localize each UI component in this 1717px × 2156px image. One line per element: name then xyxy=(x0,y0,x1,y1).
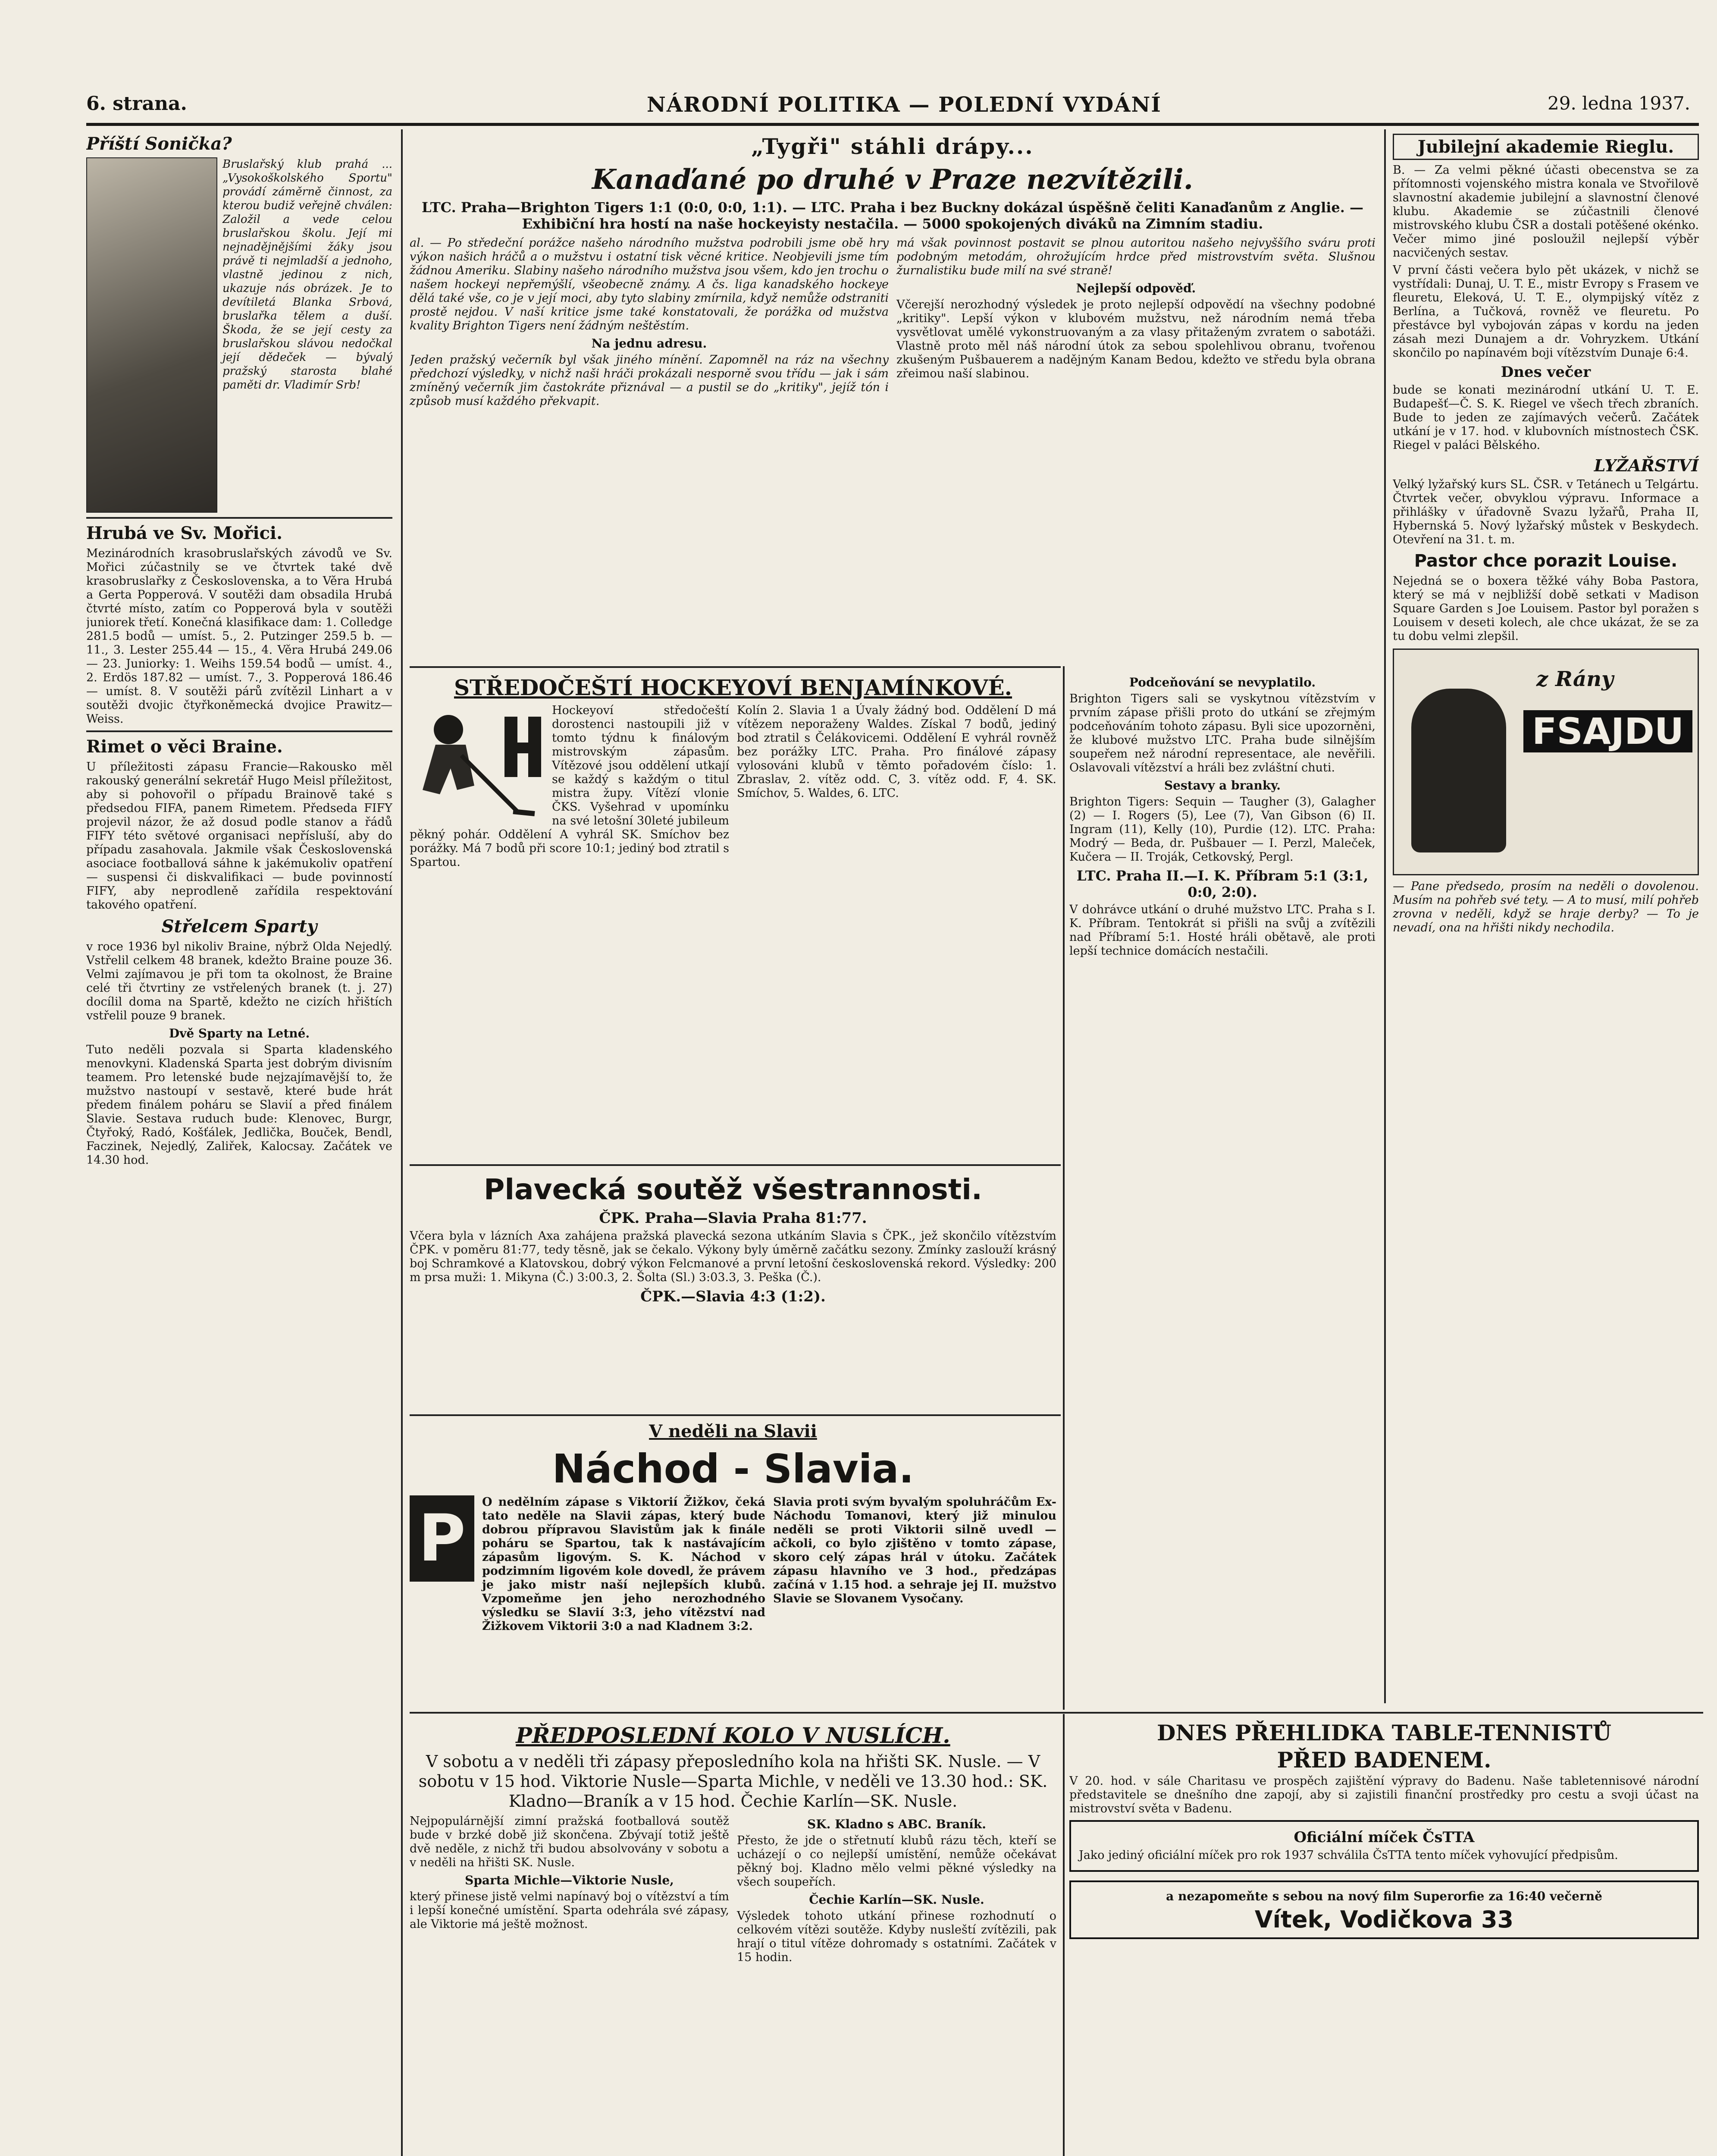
table-tennis-headline-2: PŘED BADENEM. xyxy=(1277,1747,1491,1773)
tigri-continuation xyxy=(1069,673,1375,1708)
dve-sparty-headline: Dvě Sparty na Letné. xyxy=(169,1026,310,1040)
cartoon-caption: — Pane předsedo, prosím na neděli o dovolenou. Musím na pohřeb své tety. — A to musí, milí pohřeb zrovna v neděli, když se hraje derby? — To je nevadí, ona na hřišti nikdy nechodila. xyxy=(1393,880,1699,934)
nachod-headline: Náchod - Slavia. xyxy=(552,1446,914,1492)
tigri-kicker: „Tygři" stáhli drápy... xyxy=(751,134,1034,159)
lyzarstvi-headline: LYŽAŘSTVÍ xyxy=(1594,456,1699,475)
cechie-text: Výsledek tohoto utkání přinese rozhodnutí o celkovém vítězi soutěže. Kdyby nusleští zvítězili, pak hrají o titul vítěze dohromady s ostatními. Začátek v 15 hodin. xyxy=(737,1909,1056,1964)
pribram-text: V dohrávce utkání o druhé mužstvo LTC. Praha s I. K. Příbram. Tentokrát si přišli na svůj a zvítězili nad Příbramí 5:1. Hosté hráli obětavě, ale proti lepší technice domácích nestačili. xyxy=(1069,903,1375,958)
divider xyxy=(410,666,1061,668)
page-header xyxy=(86,93,1699,126)
hruba-headline: Hrubá ve Sv. Mořici. xyxy=(86,523,283,543)
divider xyxy=(86,517,392,519)
plavecka-headline: Plavecká soutěž všestrannosti. xyxy=(484,1173,982,1206)
divider xyxy=(410,1164,1061,1166)
cartoon-figure xyxy=(1411,689,1506,852)
cinema-ad xyxy=(1069,1880,1699,1939)
nachod-article xyxy=(410,1419,1056,1720)
table-tennis-text: V 20. hod. v sále Charitasu ve prospěch zajištění výpravy do Badenu. Naše tabletennisové národní představitele se dnešního dne zapojí, aby si zajistili finanční prostředky pro cestu a svoji účast na mistrovství světa v Badenu. xyxy=(1069,1774,1699,1815)
cinema-ad-title: Vítek, Vodičkova 33 xyxy=(1254,1906,1514,1933)
divider xyxy=(86,730,392,732)
left-column xyxy=(86,129,392,2156)
sparta-michle-headline: Sparta Michle—Viktorie Nusle, xyxy=(465,1873,674,1887)
cartoon-box xyxy=(1393,649,1699,875)
divider xyxy=(410,1712,1703,1714)
column-rule-left xyxy=(401,129,403,2156)
sonicka-headline: Příští Sonička? xyxy=(86,134,232,154)
fsajdu-label: FSAJDU xyxy=(1523,710,1692,752)
plavecka-article xyxy=(410,1169,1056,1410)
ball-ad xyxy=(1069,1820,1699,1872)
tigri-col3: má však povinnost postavit se plnou autoritou našeho nejvyššího sváru proti podobným metodám, ohrožujícím hrdce před mistrovstvím světa. Slušnou žurnalistiku bude milí na své straně! xyxy=(896,236,1375,277)
pastor-headline: Pastor chce porazit Louise. xyxy=(1414,551,1678,571)
rieglu-text: B. — Za velmi pěkné účasti obecenstva se za přítomnosti vojenského mistra konala ve Stvořilově slavnostní akademie jubilejní a slavnostní členové klubu. Akademie se zúčastnili členové mistrovského klubu ČSR a dostali potěšené okénko. Večer mimo jiné posloužil nejlepší výběr nacvičených sestav. xyxy=(1393,163,1699,260)
hockey-player-drawing xyxy=(410,704,548,824)
fsajdu-small-label: z Rány xyxy=(1536,667,1614,691)
odpoved-headline: Nejlepší odpověď. xyxy=(1076,281,1196,295)
podceneni-text: Brighton Tigers sali se vyskytnou vítězstvím v prvním zápase přišli proto do utkání se zřejmým podceňováním tohoto zápasu. Byli sice upozorněni, že klubové mužstvo LTC. Praha bude silnějším soupeřem než národní representace, ale nevěřili. Oslavovali vítězství a hráli bez zvláštní chuti. xyxy=(1069,692,1375,774)
pribram-headline: LTC. Praha II.—I. K. Příbram 5:1 (3:1, 0:0, 2:0). xyxy=(1076,868,1369,900)
rimet-headline: Rimet o věci Braine. xyxy=(86,736,283,757)
kladno-text: Přesto, že jde o střetnutí klubů rázu těch, kteří se ucházejí o co nejlepší umístění, nemůže očekávat pěkný boj. Kladno mělo velmi pěkné výsledky na všech soupeřích. xyxy=(737,1834,1056,1889)
sonicka-text: Bruslařský klub prahá ... „Vysokoškolského Sportu" provádí záměrně činnost, za kterou budiž veřejně chválen: Založil a vede celou bruslařskou školu. Její mi nejnadějnějšími žáky jsou právě ti nejmladší a jednoho, vlastně jedinou z nich, ukazuje nás obrázek. Je to devítiletá Blanka Srbová, bruslařka tělem a duší. Škoda, že se její cesty za bruslařskou slávou nedočkal její dědeček — bývalý pražský starosta blahé paměti dr. Vladimír Srb! xyxy=(222,158,392,392)
sparta-michle-text: který přinese jistě velmi napínavý boj o vítězství a tím i lepší konečné umístění. Sparta odehrála své zápasy, ale Viktorie má ještě možnost. xyxy=(410,1890,729,1931)
column-rule-right xyxy=(1384,129,1386,1703)
nachod-text: O nedělním zápase s Viktorií Žižkov, čeká tato neděle na Slavii zápas, který bude dobrou přípravou Slavistům jak k finále poháru se Spartou, tak k nastávajícím zápasům ligovým. S. K. Náchod v podzimním ligovém kole dovedl, že právem je jako mistr naší nejlepších klubů. Vzpomeňme jen jeho nerozhodného výsledku se Slavií 3:3, jeho vítězství nad Žižkovem Viktorii 3:0 a nad Kladnem 3:2. xyxy=(482,1495,765,1633)
rieglu-text-2: V první části večera bylo pět ukázek, v nichž se vystřídali: Dunaj, U. T. E., mistr Evropy s Frasem ve fleuretu, Eleková, U. T. E., olympijský vítěz z Berlína, a Tučková, rovněž ve fleuretu. Po přestávce byl vybojován zápas v kordu na jeden zásah mezi Dunajem a dr. Vohryzkem. Utkání skončilo po napínavém boji vítězstvím Dunaje 6:4. xyxy=(1393,263,1699,360)
nusle-article xyxy=(410,1718,1056,2156)
column-rule xyxy=(1063,666,1065,1710)
rimet-text: U příležitosti zápasu Francie—Rakousko měl rakouský generální sekretář Hugo Meisl příležitost, aby si pohovořil o případu Brainově také s předsedou FIFA, panem Rimetem. Předseda FIFY projevil názor, že až dosud podle stanov a řádů FIFY této světové organisaci nepřísluší, aby do případu zasahovala. Jakmile však Československá asociace footballová sáhne k jakémukoliv opatření — suspensi či diskvalifikaci — bude povinností FIFY, aby neprodleně zařídila respektování takového opatření. xyxy=(86,760,392,912)
ball-ad-title: Oficiální míček ČsTTA xyxy=(1294,1829,1475,1846)
table-tennis-article xyxy=(1069,1718,1699,2156)
benjaminek-article xyxy=(410,671,1056,1166)
nusle-headline: PŘEDPOSLEDNÍ KOLO V NUSLÍCH. xyxy=(516,1723,950,1748)
benjaminek-text-right: Kolín 2. Slavia 1 a Úvaly žádný bod. Oddělení D má vítězem neporaženy Waldes. Získal 7 bodů, jediný bod ztratil s Čelákovicemi. Oddělení E vyhrál rovněž bez porážky LTC. Praha. Pro finálové zápasy vylosováni klubů v těmto pořadovém číslo: 1. Zbraslav, 2. vítěz odd. C, 3. vítěz odd. F, 4. SK. Smíchov, 5. Waldes, 6. LTC. xyxy=(737,704,1056,800)
plavecka-text: Včera byla v lázních Axa zahájena pražská plavecká sezona utkáním Slavia s ČPK., jež skončilo vítězstvím ČPK. v poměru 81:77, tedy těsně, jak se čekalo. Výkony byly úměrně začátku sezony. Zmínky zaslouží krásný boj Schramkové a Klatovskou, dobrý výkon Felcmanové a první letošní československá rekord. Výsledky: 200 m prsa muži: 1. Mikyna (Č.) 3:00.3, 2. Šolta (Sl.) 3:03.3, 3. Peška (Č.). xyxy=(410,1229,1056,1284)
dnes-vecer-text: bude se konati mezinárodní utkání U. T. E. Budapešť—Č. S. K. Riegel ve všech třech zbraních. Bude to jeden ze zajímavých večerů. Začátek utkání je v 17. hod. v klubovních místnostech ČSK. Riegel v paláci Bělského. xyxy=(1393,383,1699,452)
issue-date: 29. ledna 1937. xyxy=(1548,93,1690,114)
pastor-text: Nejedná se o boxera těžké váhy Boba Pastora, který se má v nejbližší době setkati v Madison Square Garden s Joe Louisem. Pastor byl poražen s Louisem v deseti kolech, ale chce ukázat, že se za tu dobu velmi zlepšil. xyxy=(1393,574,1699,643)
tigri-article xyxy=(410,129,1375,664)
adresa-headline: Na jednu adresu. xyxy=(591,336,707,351)
rieglu-headline: Jubilejní akademie Rieglu. xyxy=(1393,134,1699,160)
adresa-text: Jeden pražský večerník byl však jiného mínění. Zapomněl na ráz na všechny předchozí výsledky, v nichž naši hráči prokázali nesporně svou třídu — jak i sám zmíněný večerník jim častokráte přiznával — a pustil se do „kritiky", jejíž tón i způsob musí každého překvapit. xyxy=(410,353,889,408)
cechie-headline: Čechie Karlín—SK. Nusle. xyxy=(809,1893,984,1907)
sestavy-text: Brighton Tigers: Sequin — Taugher (3), Galagher (2) — I. Rogers (5), Lee (7), Van Gibson (6) II. Ingram (11), Kelly (10), Purdie (12). LTC. Praha: Modrý — Beda, dr. Pušbauer — I. Perzl, Maleček, Kučera — II. Troják, Cetkovský, Pergl. xyxy=(1069,795,1375,864)
table-tennis-headline-1: DNES PŘEHLIDKA TABLE-TENNISTŮ xyxy=(1157,1720,1611,1745)
sestavy-headline: Sestavy a branky. xyxy=(1164,778,1281,793)
dve-sparty-text: Tuto neděli pozvala si Sparta kladenského menovkyni. Kladenská Sparta jest dobrým divisním teamem. Pro letenské bude nejzajímavější to, že mužstvo nastoupí v sestavě, které bude hrát předem finálem poháru se Slavií a před finálem Slavie. Sestava ruduch bude: Klenovec, Burgr, Čtyřoký, Radó, Košťálek, Jedlička, Bouček, Bendl, Faczinek, Nejedlý, Zaliřek, Kalocsay. Začátek ve 14.30 hod. xyxy=(86,1043,392,1167)
nusle-text: Nejpopulárnější zimní pražská footballová soutěž bude v brzké době již skončena. Zbývají totiž ještě dvě neděle, z nichž tři budou absolvovány v sobotu a v neděli na hřišti SK. Nusle. xyxy=(410,1814,729,1869)
masthead: NÁRODNÍ POLITIKA — POLEDNÍ VYDÁNÍ xyxy=(647,93,1162,117)
nusle-lead: V sobotu a v neděli tři zápasy přeposledního kola na hřišti SK. Nusle. — V sobotu v 15 hod. Viktorie Nusle—Sparta Michle, v neděli ve 13.30 hod.: SK. Kladno—Braník a v 15 hod. Čechie Karlín—SK. Nusle. xyxy=(418,1752,1048,1811)
drop-cap-icon: P xyxy=(410,1495,474,1582)
hruba-text: Mezinárodních krasobruslařských závodů ve Sv. Mořici zúčastnily se ve čtvrtek také dvě krasobruslařky z Československa, a to Věra Hrubá a Gerta Popperová. V soutěži dam obsadila Hrubá čtvrté místo, zatím co Popperová byla v soutěži juniorek třetí. Konečná klasifikace dam: 1. Colledge 281.5 bodů — umíst. 5., 2. Putzinger 259.5 b. — 11., 3. Lester 255.44 — 15., 4. Věra Hrubá 249.06 — 23. Juniorky: 1. Weihs 159.54 bodů — umíst. 4., 2. Erdös 187.82 — umíst. 7., 3. Popperová 186.46 — umíst. 8. V soutěži párů zvítězil Linhart a v soutěži dvojic čtyřkoněmecká dvojice Prawitz—Weiss. xyxy=(86,547,392,726)
nachod-kicker: V neděli na Slavii xyxy=(649,1421,817,1442)
column-rule xyxy=(1063,1714,1065,2156)
benjaminek-headline: STŘEDOČEŠTÍ HOCKEYOVÍ BENJAMÍNKOVÉ. xyxy=(454,675,1012,700)
tigri-deck: LTC. Praha—Brighton Tigers 1:1 (0:0, 0:0, 1:1). — LTC. Praha i bez Buckny dokázal úspěšně čeliti Kanaďanům z Anglie. — Exhibiční hra hostí na naše hockeyisty nestačila. — 5000 spokojených diváků na Zimním stadiu. xyxy=(421,199,1364,232)
nachod-text-2: Slavia proti svým byvalým spoluhráčům Ex-Náchodu Tomanovi, který již minulou neděli se proti Viktorii silně uvedl — ačkoli, co bylo zjištěno v tomto zápase, skoro celý zápas hrál v útoku. Začátek zápasu hlavního ve 3 hod., předzápas začíná v 1.15 hod. a sehraje jej II. mužstvo Slavie se Slovanem Vysočany. xyxy=(773,1495,1056,1605)
dnes-vecer-headline: Dnes večer xyxy=(1501,364,1591,381)
tigri-headline: Kanaďané po druhé v Praze nezvítězili. xyxy=(592,163,1194,196)
cinema-ad-small: a nezapomeňte s sebou na nový film Superorfie za 16:40 večerně xyxy=(1166,1889,1602,1903)
tigri-col1: al. — Po středeční porážce našeho národního mužstva podrobili jsme obě hry výkon našich hráčů a o mužstvu i ostatní tisk věcné kritice. Neobjevili jsme tím žádnou Ameriku. Slabiny našeho národního mužstva jsou všem, kdo jen trochu o našem hockeyi nepřemýšlí, všeobecně známy. A čs. liga kanadského hockeye dělá také vše, co je v její moci, aby tyto slabiny zmírnila, když nemůže odstraniti prostě nejdou. V naší kritice jsme také konstatovali, že porážka od mužstva kvality Brighton Tigers není žádným neštěstím. xyxy=(410,236,889,332)
strelcem-headline: Střelcem Sparty xyxy=(161,916,317,937)
divider xyxy=(410,1414,1061,1416)
strelcem-text: v roce 1936 byl nikoliv Braine, nýbrž Olda Nejedlý. Vstřelil celkem 48 branek, kdežto Braine pouze 36. Velmi zajímavou je při tom ta okolnost, že Braine celé tři čtvrtiny ze vstřelených branek (t. j. 27) docílil doma na Spartě, kdežto ne cizích hřištích vstřelil pouze 9 branek. xyxy=(86,940,392,1022)
plavecka-score: ČPK.—Slavia 4:3 (1:2). xyxy=(640,1288,826,1305)
page-number: 6. strana. xyxy=(86,93,187,115)
plavecka-subtitle: ČPK. Praha—Slavia Praha 81:77. xyxy=(599,1210,867,1227)
benjaminek-text-left: Hockeyoví středočeští dorostenci nastoupili již v tomto týdnu k finálovým mistrovským zápasům. Vítězové jsou oddělení utkají se každý s každým o titul mistra župy. Vítězí vlonie ČKS. Vyšehrad v upomínku na své letošní 30leté jubileum pěkný pohár. Oddělení A vyhrál SK. Smíchov bez porážky. Má 7 bodů při score 10:1; jediný bod ztratil s Spartou. xyxy=(410,704,729,869)
kladno-headline: SK. Kladno s ABC. Braník. xyxy=(807,1817,986,1831)
lyzarstvi-text: Velký lyžařský kurs SL. ČSR. v Tetánech u Telgártu. Čtvrtek večer, obvyklou výpravu. Informace a přihlášky v úřadovně Svazu lyžařů, Praha II, Hybernská 5. Nový lyžařský můstek v Beskydech. Otevření na 31. t. m. xyxy=(1393,478,1699,546)
girl-skater-photo xyxy=(86,157,217,513)
right-column xyxy=(1393,129,1699,1708)
podceneni-headline: Podceňování se nevyplatilo. xyxy=(1129,675,1316,689)
ball-ad-text: Jako jediný oficiální míček pro rok 1937 schválila ČsTTA tento míček vyhovující předpisům. xyxy=(1079,1849,1618,1862)
odpoved-text: Včerejší nerozhodný výsledek je proto nejlepší odpovědí na všechny podobné „kritiky". Lepší výkon v klubovém mužstvu, než národním nemá třeba vysvětlovat umělé vykonstruovaným a za vlasy přitaženým zvratem o sabotáži. Vlastně proto měl náš národní útok za sebou spolehlivou obranu, tvořenou zkušeným Pušbauerem a nadějným Kanam Bedou, kdežto ve středu byla obrana zřeimou naší slabinou. xyxy=(896,298,1375,380)
